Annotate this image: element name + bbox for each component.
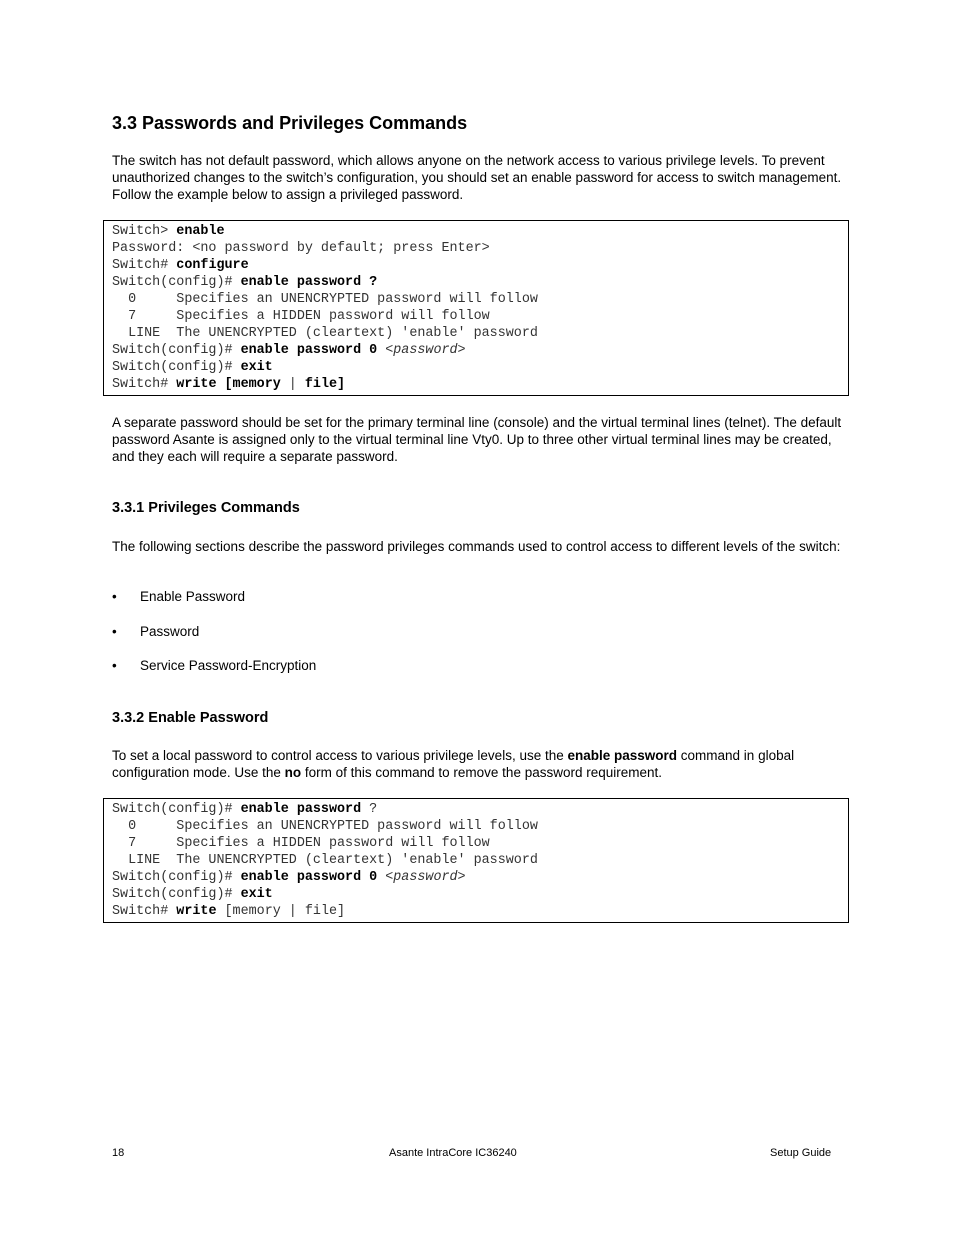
code-block-2 — [103, 798, 849, 923]
subsection-title-privileges: 3.3.1 Privileges Commands — [112, 500, 300, 516]
after-code-paragraph: A separate password should be set for the primary terminal line (console) and the virtual terminal lines (telnet). The default password Asante is assigned only to the virtual terminal line Vty0. Up to three other virtual terminal lines may be created, and they each will require a separate password. — [112, 415, 842, 464]
subsection-intro-paragraph: The following sections describe the password privileges commands used to control access to different levels of the switch: — [112, 539, 841, 554]
code-line: 0 Specifies an UNENCRYPTED password will follow — [112, 292, 538, 307]
section-title: 3.3 Passwords and Privileges Commands — [112, 113, 468, 133]
code-block-1 — [103, 220, 849, 396]
bullet-icon: • — [112, 658, 117, 673]
code-line: Switch(config)# enable password 0 <password> — [112, 870, 466, 885]
bullet-icon: • — [112, 589, 117, 604]
footer-document-name: Setup Guide — [770, 1147, 832, 1159]
code-line: 0 Specifies an UNENCRYPTED password will follow — [112, 819, 538, 834]
code-line: 7 Specifies a HIDDEN password will follow — [112, 309, 490, 324]
code-line: Switch(config)# enable password ? — [112, 802, 378, 817]
code-line: Switch(config)# exit — [112, 887, 273, 902]
code-line: Switch(config)# exit — [112, 360, 273, 375]
bullet-icon: • — [112, 623, 117, 639]
footer-page-number: 18 — [112, 1147, 125, 1159]
section-intro-paragraph: The switch has not default password, which allows anyone on the network access to various privilege levels. To prevent unauthorized changes to the switch’s configuration, you should set an enable password for access to switch management. Follow the example below to assign a privileged password. — [112, 153, 842, 202]
list-item: • Service Password-Encryption — [112, 658, 317, 673]
enable-password-paragraph: To set a local password to control access to various privilege levels, use the enable password command in global configuration mode. Use the no form of this command to remove the password requirement. — [112, 748, 795, 780]
code-line: LINE The UNENCRYPTED (cleartext) 'enable' password — [112, 853, 538, 868]
privileges-command-list — [112, 588, 316, 692]
code-line: Password: <no password by default; press Enter> — [112, 241, 490, 256]
subsection-title-enable-password: 3.3.2 Enable Password — [112, 710, 269, 726]
code-line: Switch(config)# enable password ? — [112, 275, 378, 290]
code-line: Switch# configure — [112, 258, 249, 273]
list-item: • Enable Password — [112, 589, 246, 604]
code-line: Switch# write [memory | file] — [112, 904, 346, 919]
code-line: Switch(config)# enable password 0 <password> — [112, 343, 466, 358]
code-line: Switch> enable — [112, 224, 225, 239]
list-item: • Password — [112, 623, 200, 639]
code-line: LINE The UNENCRYPTED (cleartext) 'enable' password — [112, 326, 538, 341]
code-line: 7 Specifies a HIDDEN password will follow — [112, 836, 490, 851]
code-line: Switch# write [memory | file] — [112, 377, 346, 392]
footer-product-name: Asante IntraCore IC36240 — [389, 1147, 517, 1159]
